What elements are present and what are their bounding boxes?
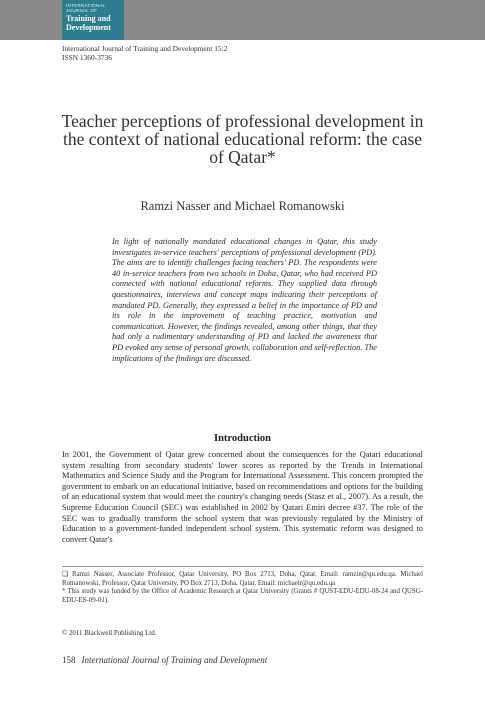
footnote-authors: ❏ Ramzi Nasser, Associate Professor, Qatar University, PO Box 2713, Doha, Qatar. Email: ramzin@qu.edu.qa. Michael Romanowski, Professor, Qatar University, PO Box 2713, Doha, Qatar. Email: michaelr@qu.edu.qa <box>62 571 423 587</box>
footnotes <box>62 571 423 605</box>
article-authors: Ramzi Nasser and Michael Romanowski <box>140 199 345 213</box>
journal-citation: International Journal of Training and Development 15:2 <box>62 44 228 53</box>
journal-logo <box>62 0 124 40</box>
journal-citation-block <box>62 44 227 62</box>
logo-title <box>66 14 111 32</box>
logo-line-3: Training and <box>66 14 111 23</box>
article-abstract: In light of nationally mandated educational changes in Qatar, this study investigates in-service teachers' perceptions of professional development (PD). The aims are to identify challenges facing teachers' PD. The respondents were 40 in-service teachers from two schools in Doha, Qatar, who had received PD connected with national educational reforms. They supplied data through questionnaires, interviews and concept maps indicating their perceptions of mandated PD. Generally, they expressed a belief in the importance of PD and its role in the improvement of teaching practice, motivation and communication. However, the findings revealed, among other things, that they had only a rudimentary understanding of PD and lacked the awareness that PD evoked any sense of personal growth, collaboration and self-reflection. The implications of the findings are discussed. <box>112 237 377 363</box>
logo-line-1: INTERNATIONAL <box>66 3 106 8</box>
copyright-notice: © 2011 Blackwell Publishing Ltd. <box>62 630 157 637</box>
footer-journal-name: International Journal of Training and Development <box>81 655 268 665</box>
logo-small-text <box>66 3 106 13</box>
page-footer <box>62 655 267 665</box>
section-heading-introduction: Introduction <box>214 433 271 444</box>
footnote-funding: * This study was funded by the Office of Academic Research at Qatar University (Grants # QUST-EDU-EDU-08-24 and QUSG-EDU-ES-09-01). <box>62 588 423 604</box>
introduction-paragraph: In 2001, the Government of Qatar grew concerned about the consequences for the Qatari educational system resulting from secondary students' lower scores as reported by the Trends in International Mathematics and Science Study and the Program for International Assessment. This concern prompted the government to embark on an educational initiative, based on recommendations and options for the building of an educational system that would meet the country's changing needs (Stasz et al., 2007). As a result, the Supreme Education Council (SEC) was established in 2002 by Qatari Emiri decree #37. The role of the SEC was to gradually transform the school system that was previously regulated by the Ministry of Education to a government-funded independent school system. This systematic reform was designed to convert Qatar's <box>62 450 423 544</box>
article-title: Teacher perceptions of professional development in the context of national educational reform: the case of Qatar* <box>61 111 424 167</box>
logo-line-2: JOURNAL OF <box>66 8 98 13</box>
page-number: 158 <box>62 655 76 665</box>
journal-issn: ISSN 1360-3736 <box>62 53 112 62</box>
footnote-divider <box>62 566 423 567</box>
logo-line-4: Development <box>66 23 111 32</box>
